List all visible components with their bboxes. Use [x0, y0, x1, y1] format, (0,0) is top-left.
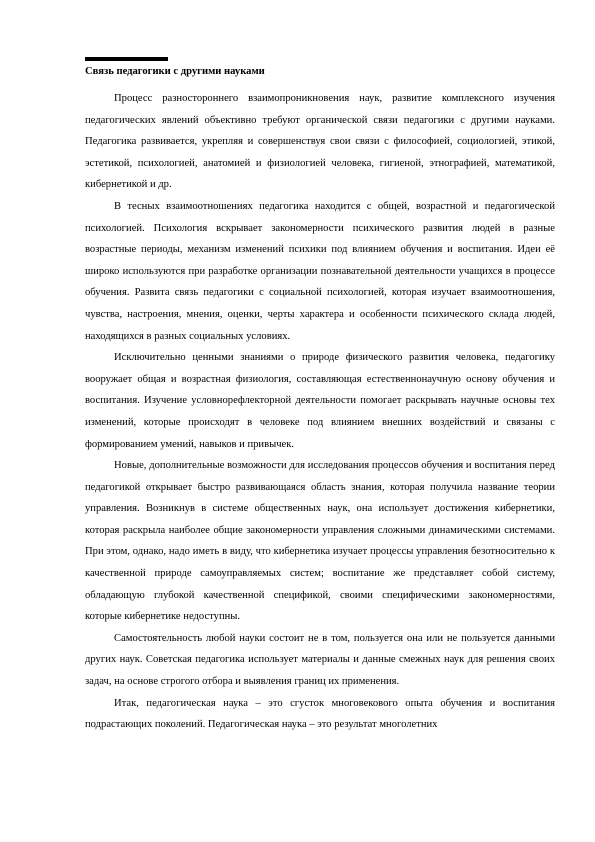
paragraph: Итак, педагогическая наука – это сгусток многовекового опыта обучения и воспитания подрастающих поколений. Педагогическая наука – это результат многолетних	[85, 697, 555, 731]
paragraph: Процесс разностороннего взаимопроникновения наук, развитие комплексного изучения педагогических явлений объективно требуют органической связи педагогики с другими науками. Педагогика развивается, укрепляя и совершенствуя свои связи с философией, социологией, этикой, эстетикой, психологией, анатомией и физиологией человека, гигиеной, этнографией, математикой, кибернетикой и др.	[85, 93, 555, 191]
top-rule	[85, 57, 168, 61]
document-title: Связь педагогики с другими науками	[85, 66, 265, 77]
document-body	[85, 88, 555, 736]
paragraph: Новые, дополнительные возможности для исследования процессов обучения и воспитания перед педагогикой открывает быстро развивающаяся область знания, которая получила название теории управления. Возникнув в системе общественных наук, она использует достижения кибернетики, которая раскрыла наиболее общие закономерности управления сложными динамическими системами. При этом, однако, надо иметь в виду, что кибернетика изучает процессы управления безотносительно к качественной природе самоуправляемых систем; воспитание же представляет собой систему, обладающую глубокой качественной спецификой, своими специфическими закономерностями, которые кибернетике недоступны.	[85, 460, 555, 623]
paragraph: Самостоятельность любой науки состоит не в том, пользуется она или не пользуется данными других наук. Советская педагогика использует материалы и данные смежных наук для решения своих задач, на основе строгого отбора и выявления границ их применения.	[85, 632, 555, 688]
paragraph: Исключительно ценными знаниями о природе физического развития человека, педагогику вооружает общая и возрастная физиология, составляющая естественнонаучную основу обучения и воспитания. Изучение условнорефлекторной деятельности помогает раскрывать научные основы тех изменений, которые происходят в человеке под влиянием внешних воздействий и связаны с формированием умений, навыков и привычек.	[85, 352, 555, 450]
paragraph: В тесных взаимоотношениях педагогика находится с общей, возрастной и педагогической психологией. Психология вскрывает закономерности психического развития людей в разные возрастные периоды, механизм изменений психики под влиянием обучения и воспитания. Идеи её широко используются при разработке организации познавательной деятельности учащихся в процессе обучения. Развита связь педагогики с социальной психологией, которая изучает взаимоотношения, чувства, настроения, мнения, оценки, черты характера и особенности психического склада людей, находящихся в разных социальных условиях.	[85, 200, 555, 342]
